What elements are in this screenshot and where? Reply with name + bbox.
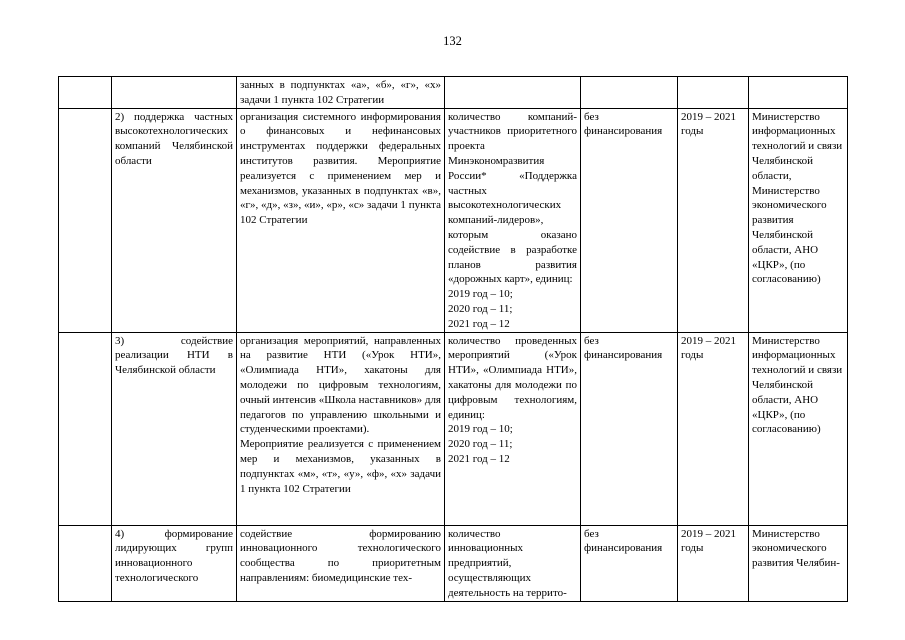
measure-note: Мероприятие реализуется с применением мер и механизмов, указанных в подпунктах «м», «т», «у», «ф», «х» задачи 1 пункта 102 Стратегии bbox=[240, 438, 441, 495]
financing-cell: без финансирования bbox=[581, 525, 678, 601]
responsible-cell: Министерство экономического развития Челябин- bbox=[749, 525, 848, 601]
indicator-cell: количество инновационных предприятий, осуществляющих деятельность на террито- bbox=[445, 525, 581, 601]
period-cell: 2019 – 2021 годы bbox=[678, 332, 749, 525]
indicator-cell bbox=[445, 108, 581, 332]
task-cell: 2) поддержка частных высокотехнологических компаний Челябинской области bbox=[112, 108, 237, 332]
responsible-cell: Министерство информационных технологий и связи Челябинской области, АНО «ЦКР», (по согласованию) bbox=[749, 332, 848, 525]
period-cell: 2019 – 2021 годы bbox=[678, 525, 749, 601]
period-cell: 2019 – 2021 годы bbox=[678, 108, 749, 332]
indicator-year: 2020 год – 11; bbox=[448, 438, 513, 451]
financing-cell: без финансирования bbox=[581, 108, 678, 332]
table-row bbox=[59, 332, 848, 525]
responsible-cell: Министерство информационных технологий и связи Челябинской области, Министерство экономического развития Челябинской области, АНО «ЦКР», (по согласованию) bbox=[749, 108, 848, 332]
indicator-year: 2020 год – 11; bbox=[448, 302, 513, 315]
task-cell: 4) формирование лидирующих групп инновационного технологического bbox=[112, 525, 237, 601]
indicator-year: 2021 год – 12 bbox=[448, 317, 510, 330]
task-cell: 3) содействие реализации НТИ в Челябинской области bbox=[112, 332, 237, 525]
measures-table bbox=[58, 76, 848, 602]
page-number: 132 bbox=[443, 34, 462, 48]
indicator-year: 2021 год – 12 bbox=[448, 452, 510, 465]
indicator-year: 2019 год – 10; bbox=[448, 288, 513, 301]
measure-cell: занных в подпунктах «а», «б», «г», «х» задачи 1 пункта 102 Стратегии bbox=[237, 77, 445, 109]
row-number-cell bbox=[59, 525, 112, 601]
measure-text: организация мероприятий, направленных на развитие НТИ («Урок НТИ», «Олимпиада НТИ», хакатоны для молодежи по цифровым технологиям, очный интенсив «Школа наставников» для педагогов по управлению школьными и студенческими проектами). bbox=[240, 334, 441, 436]
row-number-cell bbox=[59, 108, 112, 332]
table-row bbox=[59, 77, 848, 109]
financing-cell bbox=[581, 77, 678, 109]
measure-cell: содействие формированию инновационного технологического сообщества по приоритетным направлениям: биомедицинские тех- bbox=[237, 525, 445, 601]
period-cell bbox=[678, 77, 749, 109]
indicator-year: 2019 год – 10; bbox=[448, 423, 513, 436]
indicator-cell bbox=[445, 77, 581, 109]
task-cell bbox=[112, 77, 237, 109]
table-row bbox=[59, 525, 848, 601]
financing-cell: без финансирования bbox=[581, 332, 678, 525]
measure-cell: организация системного информирования о финансовых и нефинансовых инструментах поддержки федеральных институтов развития. Мероприятие реализуется с применением мер и механизмов, указанных в подпунктах «в», «г», «д», «з», «и», «р», «с» задачи 1 пункта 102 Стратегии bbox=[237, 108, 445, 332]
responsible-cell bbox=[749, 77, 848, 109]
indicator-text: количество проведенных мероприятий («Урок НТИ», «Олимпиада НТИ», хакатоны для молодежи по цифровым технологиям, единиц: bbox=[448, 334, 577, 421]
table-row bbox=[59, 108, 848, 332]
indicator-text: количество компаний-участников приоритетного проекта Минэкономразвития России* «Поддержка частных высокотехнологических компаний-лидеров», которым оказано содействие в разработке планов развития «дорожных карт», единиц: bbox=[448, 110, 577, 286]
row-number-cell bbox=[59, 332, 112, 525]
measure-cell bbox=[237, 332, 445, 525]
indicator-cell bbox=[445, 332, 581, 525]
row-number-cell bbox=[59, 77, 112, 109]
